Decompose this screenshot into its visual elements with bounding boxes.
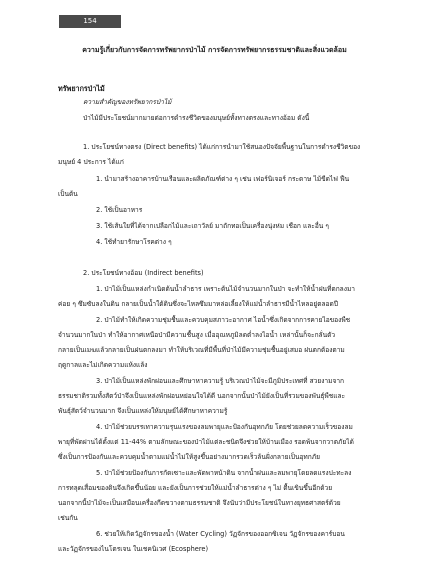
paragraph-line: พันธุ์สัตว์จำนวนมาก จึงเป็นแหล่งให้มนุษย์ได้ศึกษาหาความรู้ [58, 407, 228, 415]
paragraph-line: การทลุดเสื่อมของดินจึงเกิดขึ้นน้อย และยังเป็นการช่วยให้แม่น้ำลำธารต่าง ๆ ไม่ ตื้นเขินขึ้นอีกด้วย [58, 484, 333, 492]
list-item: 1. นำมาสร้างอาคารบ้านเรือนและผลิตภัณฑ์ต่าง ๆ เช่น เฟอร์นิเจอร์ กระดาษ ไม้ขีดไฟ ฟืน [96, 175, 350, 183]
paragraph-line: ค่อย ๆ ซึมซับลงในดิน กลายเป็นน้ำใต้ดินซึ่งจะไหลซึมมาหล่อเลี้ยงให้แม่น้ำลำธารมีน้ำไหลอยู่ตลอดปี [58, 300, 338, 308]
paragraph-line: จำนวนมากในป่า ทำให้อากาศเหนือป่ามีความชื้นสูง เมื่ออุณหภูมิลดต่ำลงไอน้ำ เหล่านั้นก็จะกลั่นตัว [58, 331, 336, 339]
paragraph-line: 3. ป่าไม้เป็นแหล่งพักผ่อนและศึกษาหาความรู้ บริเวณป่าไม้จะมีภูมิประเทศที่ สวยงามจาก [96, 377, 345, 385]
paragraph-line: ฤดูกาลและไม่เกิดความแห้งแล้ง [58, 361, 148, 369]
direct-benefits-line: 1. ประโยชน์ทางตรง (Direct benefits) ได้แก่การนำมาใช้สนองปัจจัยพื้นฐานในการดำรงชีวิตของ [83, 143, 361, 151]
paragraph-line: พายุที่พัดผ่านได้ตั้งแต่ 11-44% ตามลักษณะของป่าไม้แต่ละชนิดจึงช่วยให้บ้านเมือง รอดพ้นจากวาตภัยได้ [58, 438, 354, 446]
subheading: ความสำคัญของทรัพยากรป่าไม้ [83, 98, 172, 106]
paragraph-line: ธรรมชาติรวมทั้งสัตว์ป่าจึงเป็นแหล่งพักผ่อนหย่อนใจได้ดี นอกจากนั้นป่าไม้ยังเป็นที่รวมของพันธุ์พืชและ [58, 392, 346, 400]
section-heading: ทรัพยากรป่าไม้ [58, 84, 105, 93]
indirect-benefits-heading: 2. ประโยชน์ทางอ้อม (Indirect benefits) [83, 269, 204, 277]
paragraph-line: นอกจากนี้ป่าไม้จะเป็นเสมือนเครื่องกีดขวางตามธรรมชาติ จึงนับว่ามีประโยชน์ในทางยุทธศาสตร์ด้วย [58, 499, 341, 507]
paragraph-line: 4. ป่าไม้ช่วยบรรเทาความรุนแรงของลมพายุและป้องกันอุทกภัย โดยช่วยลดความเร็วของลม [96, 423, 353, 431]
list-item: 3. ใช้เส้นใยที่ได้จากเปลือกไม้และเถาวัลย์ มาถักทอเป็นเครื่องนุ่งห่ม เชือก และอื่น ๆ [96, 222, 329, 230]
paragraph-line: ซึ่งเป็นการป้องกันและควบคุมน้ำตามแม่น้ำไม่ให้สูงขึ้นอย่างมากรวดเร็วล้นฝั่งกลายเป็นอุทกภัย [58, 453, 320, 461]
list-item: 4. ใช้ทำยารักษาโรคต่าง ๆ [96, 238, 172, 246]
paragraph-line: 5. ป่าไม้ช่วยป้องกันการกัดเซาะและพัดพาหน้าดิน จากน้ำฝนและลมพายุโดยลดแรงปะทะลง [96, 469, 352, 477]
page-title: ความรู้เกี่ยวกับการจัดการทรัพยากรป่าไม้ การจัดการทรัพยากรธรรมชาติและสิ่งแวดล้อม [82, 45, 347, 54]
paragraph-line: 1. ป่าไม้เป็นแหล่งกำเนิดต้นน้ำลำธาร เพราะต้นไม้จำนวนมากในป่า จะทำให้น้ำฝนที่ตกลงมา [96, 285, 355, 293]
list-item: 2. ใช้เป็นอาหาร [96, 206, 143, 214]
list-item: เป็นต้น [58, 190, 78, 198]
intro-paragraph: ป่าไม้มีประโยชน์มากมายต่อการดำรงชีวิตของมนุษย์ทั้งทางตรงและทางอ้อม ดังนี้ [83, 114, 310, 122]
paragraph-line: กลายเป็นเมฆแล้วกลายเป็นฝนตกลงมา ทำให้บริเวณที่มีพื้นที่ป่าไม้มีความชุ่มชื้นอยู่เสมอ ฝนตกต้องตาม [58, 346, 345, 354]
paragraph-line: และวัฏจักรของไนโตรเจน ในเชคนิเวศ (Ecosphere) [58, 545, 209, 553]
paragraph-line: เช่นกัน [58, 514, 78, 522]
page-number-badge: 154 [59, 15, 121, 28]
direct-benefits-line: มนุษย์ 4 ประการ ได้แก่ [58, 158, 124, 166]
paragraph-line: 6. ช่วยให้เกิดวัฏจักรของน้ำ (Water Cycling) วัฏจักรของออกซิเจน วัฏจักรของคาร์บอน [96, 530, 345, 538]
paragraph-line: 2. ป่าไม้ทำให้เกิดความชุ่มชื้นและควบคุมสภาวะอากาศ ไอน้ำซึ่งเกิดจากการคายไอของพืช [96, 316, 351, 324]
